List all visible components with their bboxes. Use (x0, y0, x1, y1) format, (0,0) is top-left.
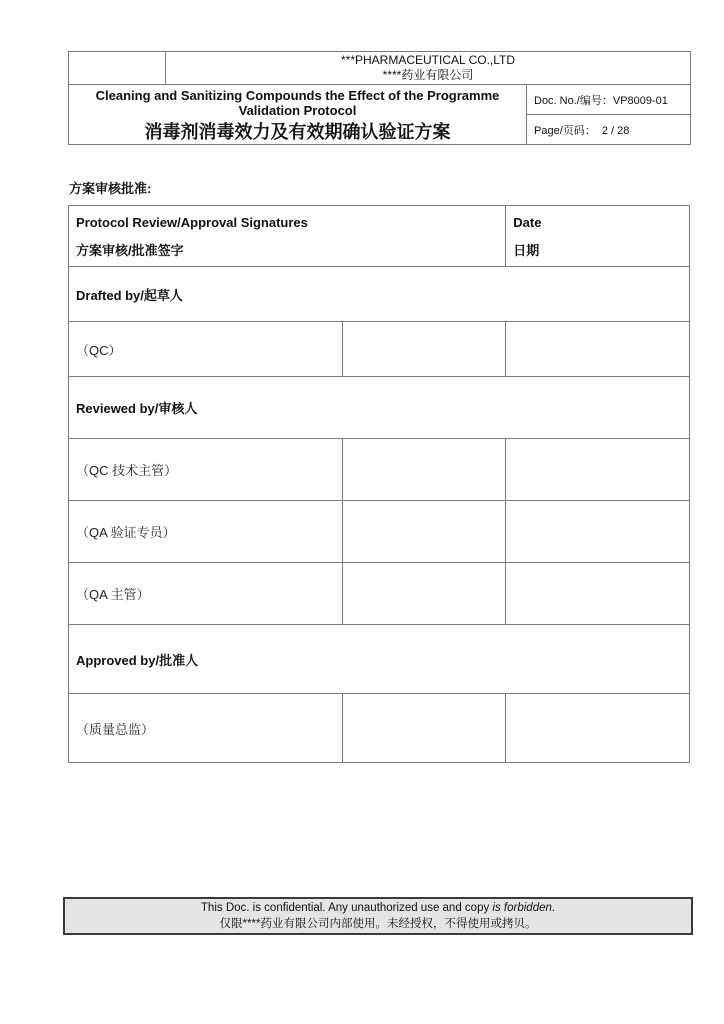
section-title-reviewed: Reviewed by/审核人 (69, 377, 690, 439)
signature-field[interactable] (342, 439, 506, 501)
date-header-cn: 日期 (513, 243, 540, 258)
date-field[interactable] (506, 694, 690, 763)
company-name-cell (166, 52, 691, 85)
signature-table (68, 205, 690, 763)
document-title-cn: 消毒剂消毒效力及有效期确认验证方案 (144, 122, 451, 142)
doc-number-label: Doc. No./编号： (534, 94, 613, 107)
company-name-en: ***PHARMACEUTICAL CO.,LTD (340, 53, 516, 67)
signature-table-header (69, 206, 690, 267)
section-row-reviewed (69, 377, 690, 439)
confidentiality-footer (63, 897, 693, 935)
signature-field[interactable] (342, 501, 506, 563)
page-number-label: Page/页码： (534, 124, 596, 137)
role-label-qa-supervisor: （QA 主管） (69, 563, 343, 625)
company-name-cn: ****药业有限公司 (382, 68, 474, 82)
signature-field[interactable] (342, 694, 506, 763)
signature-field[interactable] (342, 563, 506, 625)
date-field[interactable] (506, 563, 690, 625)
date-header-cell (506, 206, 690, 267)
date-field[interactable] (506, 501, 690, 563)
date-header-en: Date (513, 215, 542, 230)
role-label-qa-validation-specialist: （QA 验证专员） (69, 501, 343, 563)
signatures-header-cn: 方案审核/批准签字 (76, 243, 184, 258)
signature-row (69, 694, 690, 763)
role-label-quality-director: （质量总监） (69, 694, 343, 763)
footer-text-en-end: . (551, 902, 556, 914)
footer-text-en-italic: is forbidden (492, 902, 552, 914)
signatures-header-cell (69, 206, 506, 267)
doc-number-value: VP8009-01 (612, 94, 668, 107)
signature-row (69, 563, 690, 625)
signature-row (69, 322, 690, 377)
footer-line-en (65, 899, 691, 916)
section-title-approved: Approved by/批准人 (69, 625, 690, 694)
page-number-value: 2 / 28 (601, 124, 630, 137)
footer-line-cn: 仅限****药业有限公司内部使用。未经授权，不得使用或拷贝。 (219, 918, 537, 930)
role-label-qc: （QC） (69, 322, 343, 377)
signature-row (69, 439, 690, 501)
document-title-en-line2: Validation Protocol (238, 103, 357, 118)
section-row-approved (69, 625, 690, 694)
section-title-drafted: Drafted by/起草人 (69, 267, 690, 322)
date-field[interactable] (506, 439, 690, 501)
signature-field[interactable] (342, 322, 506, 377)
section-label: 方案审核批准: (69, 181, 152, 196)
page-number-cell (527, 115, 691, 145)
document-title-cell (69, 85, 527, 145)
role-label-qc-tech-supervisor: （QC 技术主管） (69, 439, 343, 501)
section-row-drafted (69, 267, 690, 322)
signatures-header-en: Protocol Review/Approval Signatures (76, 215, 308, 230)
signature-row (69, 501, 690, 563)
date-field[interactable] (506, 322, 690, 377)
logo-cell (69, 52, 166, 85)
document-header (68, 51, 691, 145)
document-title-en-line1: Cleaning and Sanitizing Compounds the Effect of the Programme (95, 88, 500, 103)
footer-text-en: This Doc. is confidential. Any unauthorized use and copy (200, 902, 493, 914)
doc-number-cell (527, 85, 691, 115)
